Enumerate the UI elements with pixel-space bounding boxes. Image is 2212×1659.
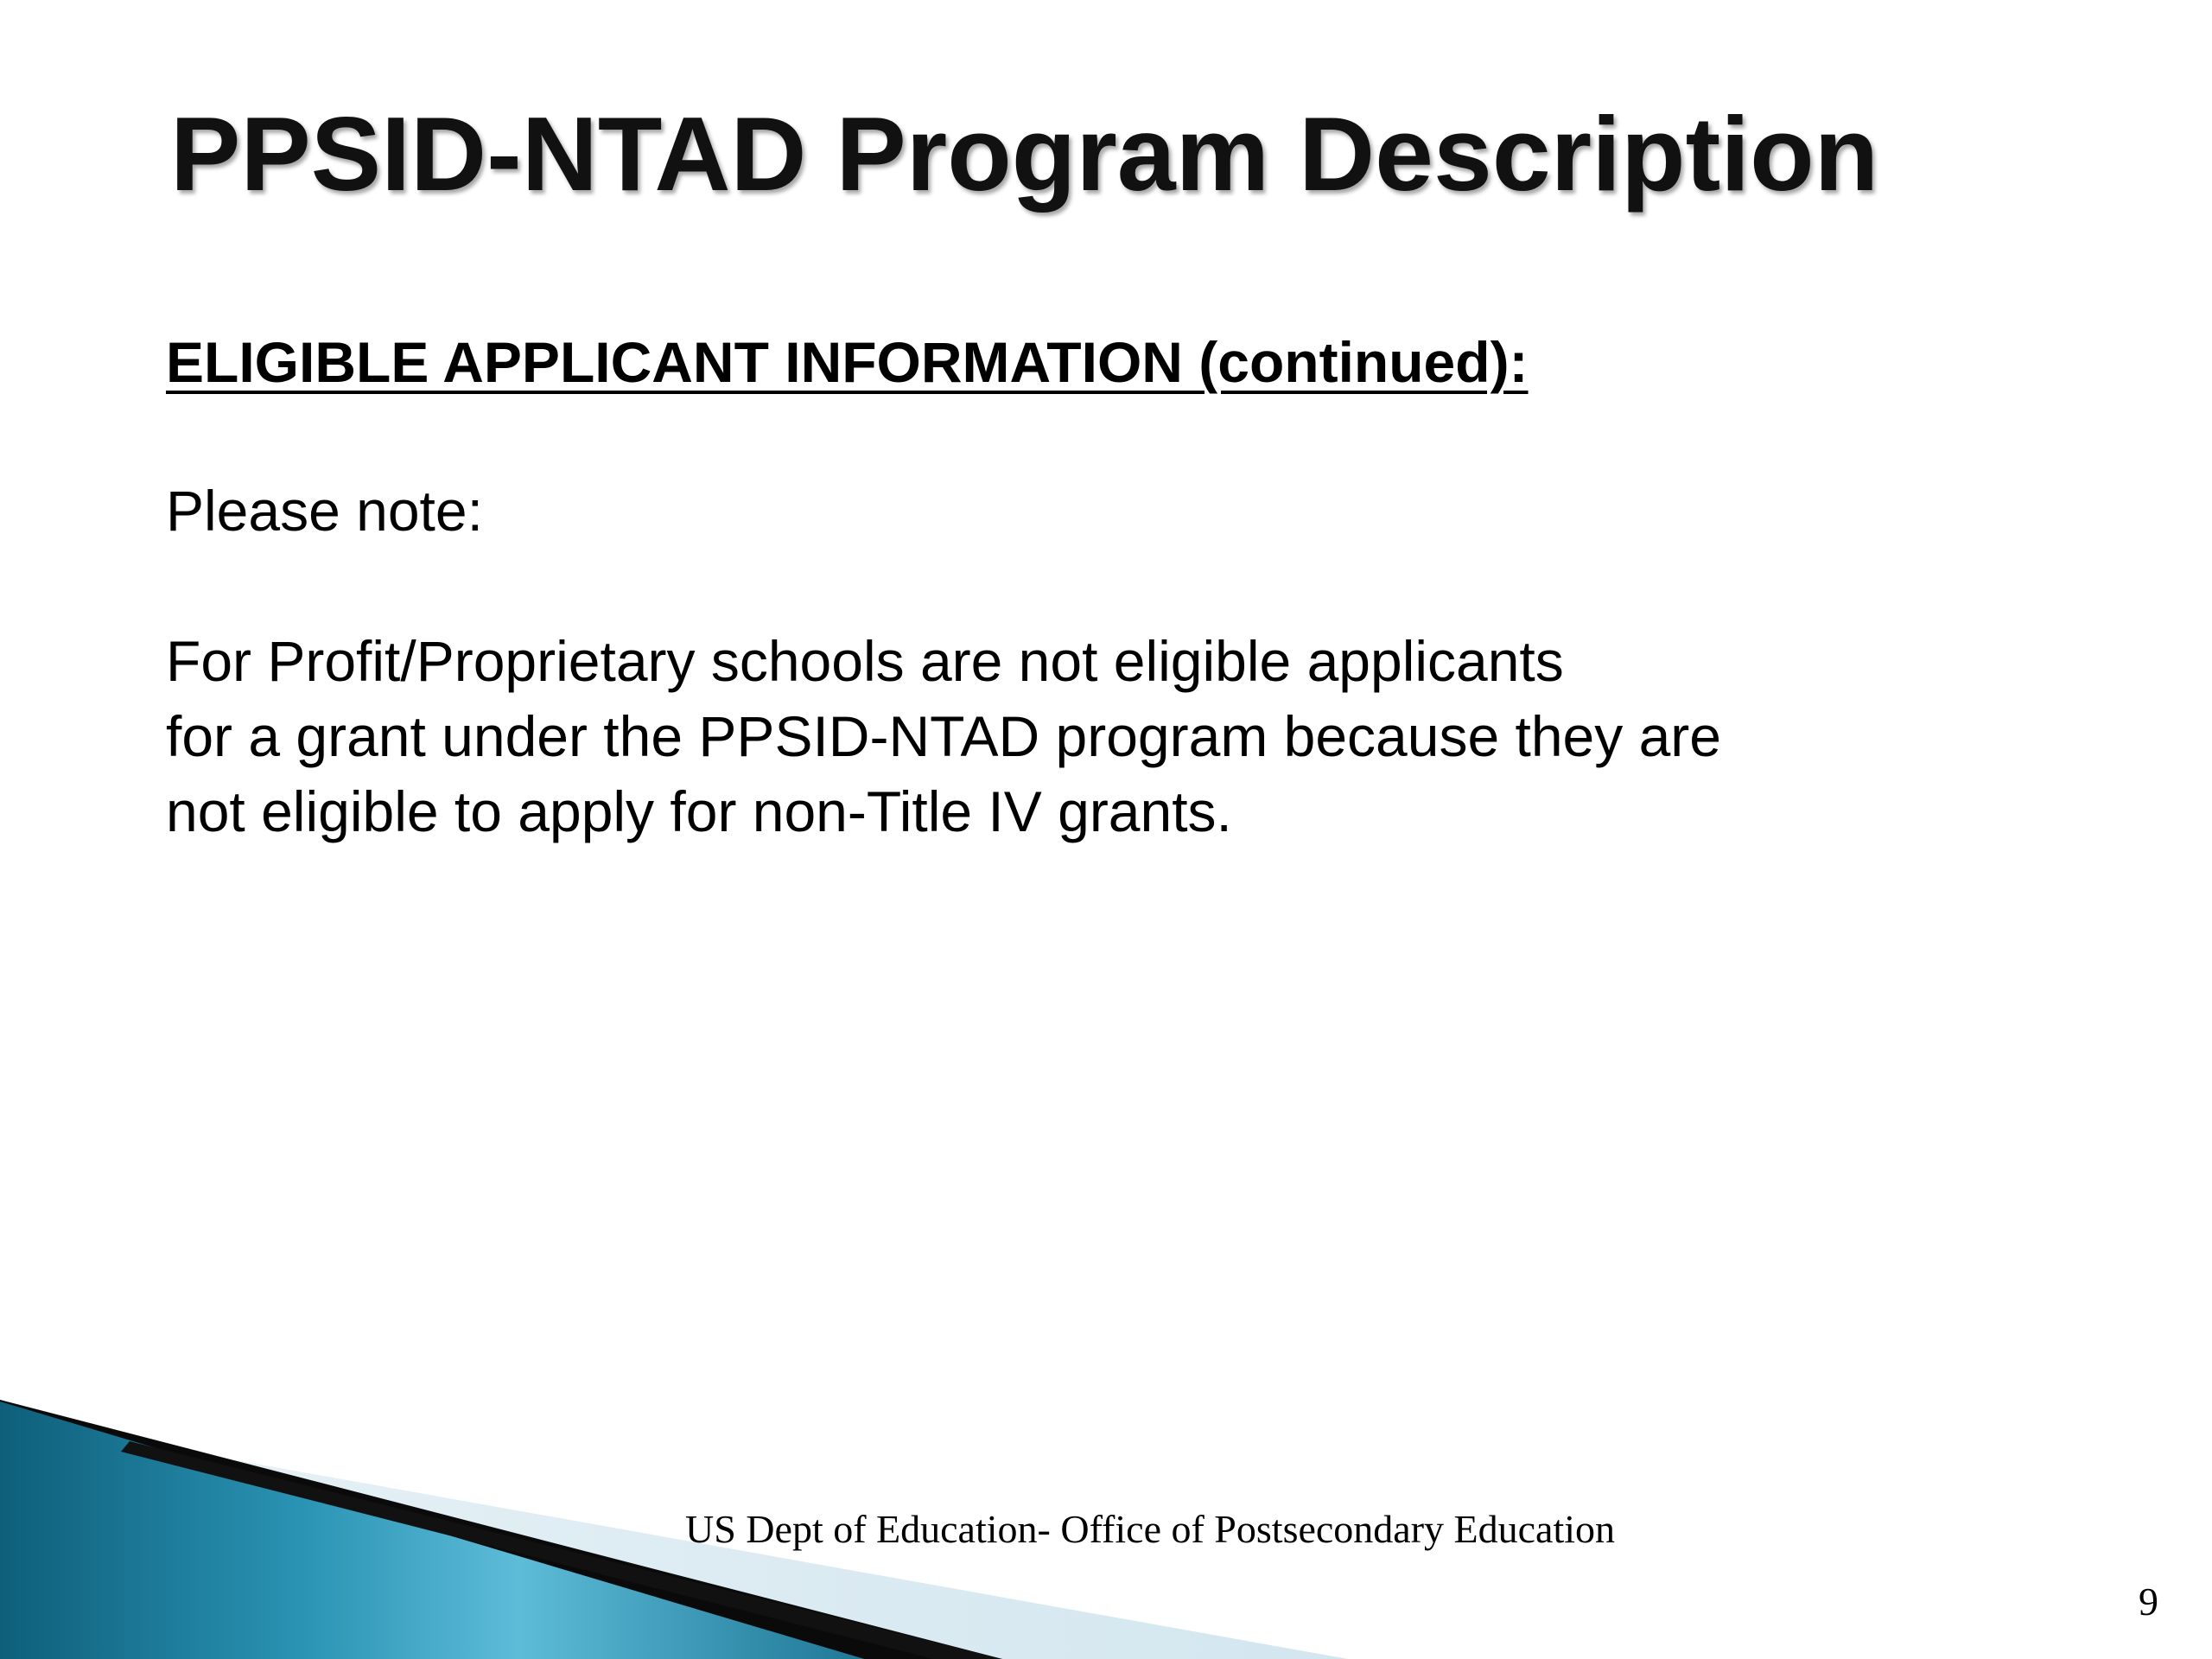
body-paragraph [166, 624, 1721, 849]
footer-text: US Dept of Education- Office of Postsecondary Education [685, 1507, 1616, 1551]
note-label: Please note: [166, 479, 483, 543]
body-line: For Profit/Proprietary schools are not eligible applicants [166, 629, 1564, 693]
slide-title: PPSID-NTAD Program Description [170, 95, 1879, 213]
page-number: 9 [2139, 1580, 2158, 1624]
body-line: for a grant under the PPSID-NTAD program because they are [166, 704, 1721, 768]
section-heading: ELIGIBLE APPLICANT INFORMATION (continued): [166, 330, 1529, 394]
body-line: not eligible to apply for non-Title IV grants. [166, 779, 1232, 843]
